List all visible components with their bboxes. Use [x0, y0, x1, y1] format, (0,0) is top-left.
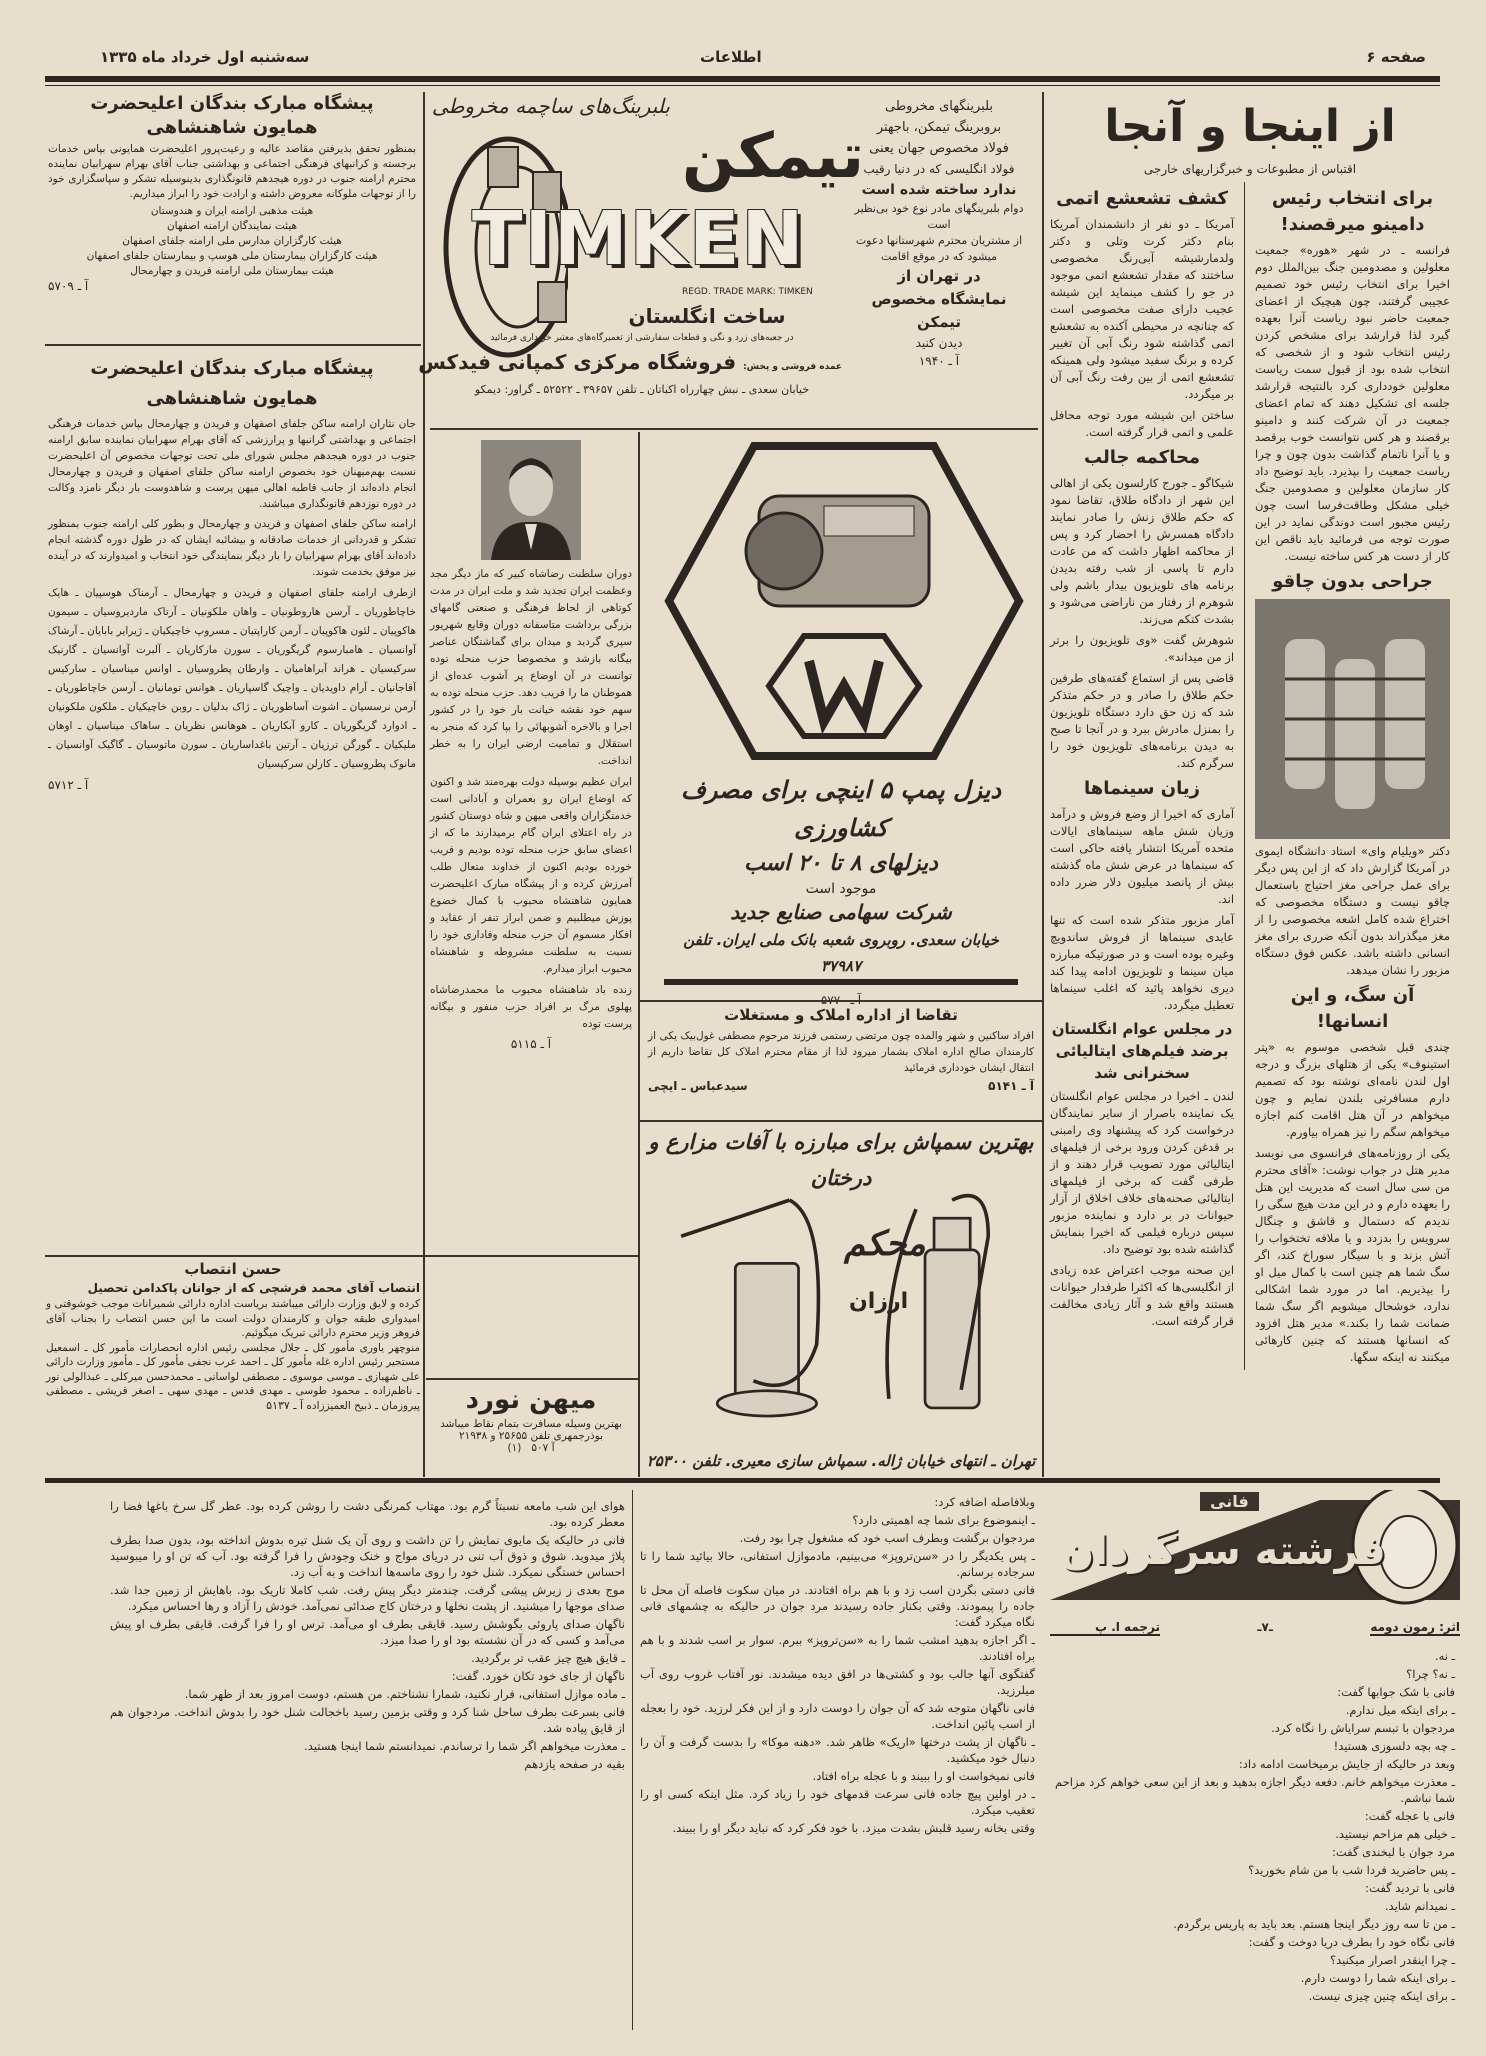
story-paragraph: مردجوان برگشت وبطرف اسب خود که مشغول چرا بود رفت.	[739, 1531, 1035, 1545]
news-title: از اینجا و آنجا	[1104, 101, 1396, 152]
ad-code: آ ـ ۵۷۱۲	[48, 778, 89, 792]
story-paragraph: ـ اگر اجازه بدهید امشب شما را به «سن‌تروپز» ببرم. سوار بر اسب شدند و با هم براه افتادند.	[640, 1633, 1035, 1663]
notice-subtitle: همایون شاهنشاهی	[146, 388, 318, 409]
timken-distributor: عمده فروشی و پخش: فروشگاه مرکزی کمپانی فیدکس	[418, 350, 842, 374]
article-body: یکی از روزنامه‌های فرانسوی می نویسد مدیر هتل در جواب نوشت: «آقای محترم من سی سال است که مدیریت این هتل را بعهده دارم و در این مدت هیچ سگی را ندیدم که دستمال و قاشق و چنگال سرویس را بدزدد و یا ملافه تختخواب را آتش بزند و با سیگار سوراخ کند، اگر سگ شما هم چنین است با کمال میل او را بپذیریم. اما در مورد شما اشکالی ندارد، خوشحال میشویم اگر سگ شما ضمانت شما را بکند.» مدیر هتل افزود که انسانها هستند که چنین کارهائی میکنند نه اینکه سگها.	[1255, 1146, 1450, 1364]
issue-date: سه‌شنبه اول خرداد ماه ۱۳۳۵	[100, 48, 310, 66]
ad-code: آ ـ ۵۱۴۱	[988, 1079, 1034, 1093]
article-body: فرانسه ـ در شهر «هوره» جمعیت معلولین و مصدومین جنگ بین‌الملل دوم اخیرا برای انتخاب رئیس خود تصمیم عجیبی گرفتند، چون هیچیک از اعضای جمعیت حاضر نبود ریاست آنرا بعهده گیرد لذا قرارشد برای مشخص کردن رئیس انتخاب شود و از شخصی که انتخاب شده بود از قبول سمت ریاست معلولین خودداری کرد بالنتیجه قرارشد جلسه ای تشکیل دهند که تمام اعضای جمعیت در آن شرکت کنند و دامینو برقصند و هر کس نتوانست خوب برقصد و یا آنرا ناتمام گذاشت بدون چون و چرا ریاست جمعیت را بپذیرد. باید توضیح داد کار سازمان معلولین و مصدومین جنگ خیلی مشکل وطاقت‌فرسا است چون رئیس مجبور است دوندگی نماید در این صورت توجه می فرمائید باید ناقص این کار از دست هر کس ساخته نیست.	[1255, 243, 1450, 563]
page-number: صفحه ۶	[1366, 48, 1426, 66]
story-paragraph: ـ ماده موازل استفانی، فرار نکنید، شمارا نشناختم. من هستم، دوست امروز بعد از ظهر شما.	[184, 1687, 625, 1701]
column-divider	[638, 432, 640, 1477]
story-paragraph: فانی نگاه خود را بطرف دریا دوخت و گفت:	[1248, 1935, 1455, 1949]
notice-title: پیشگاه مبارک بندگان اعلیحضرت	[90, 358, 374, 379]
paper-name: اطلاعات	[700, 48, 762, 66]
story-paragraph: فانی ناگهان متوجه شد که آن جوان را دوست دارد و از این فکر لرزید. خود را بعجله از اسب پائین انداخت.	[640, 1701, 1035, 1731]
news-column	[1050, 92, 1450, 1472]
story-paragraph: ـ برای اینکه چنین چیزی نیست.	[1308, 1989, 1455, 2003]
story-paragraph: ـ ناگهان از پشت درختها «اریک» ظاهر شد. «دهنه موکا» را بدست گرفت و آن را دنبال خود میکشید.	[640, 1735, 1035, 1765]
story-paragraph: فانی نمیخواست او را ببیند و با عجله براه افتاد.	[812, 1769, 1035, 1783]
ad-code: آ ـ ۵۱۳۷	[266, 1398, 304, 1412]
article-body: این صحنه موجب اعتراض عده زیادی از انگلیسی‌ها که اکثرا طرفدار حیوانات هستند واقع شد و آثار زیادی مخالفت قرار گرفته است.	[1050, 1263, 1235, 1328]
person-portrait-icon	[481, 440, 581, 560]
header-rule	[45, 76, 1440, 82]
column-divider	[423, 92, 425, 1477]
story-paragraph: فانی دستی بگردن اسب زد و با هم براه افتادند. در میان سکوت فاصله آن محل تا جاده را پیمودند. وقتی بکنار جاده رسیدند مرد جوان در حالیکه به چشمهای فانی نگاه میکرد گفت:	[640, 1583, 1035, 1629]
story-paragraph: بقیه در صفحه یازدهم	[524, 1757, 625, 1771]
story-paragraph: وبعد در حالیکه از جایش برمیخاست ادامه داد:	[1238, 1757, 1455, 1771]
story-paragraph: موج بعدی ز زیرش پیشی گرفت. چندمتر دیگر پیش رفت. شب کاملا تاریک بود. باهایش از زمین جدا شد. صدای موجها را میشنید. از پشت نخلها و درختان کاج صدائی نمی‌آمد. خودش را آزاد و رها احساس میکرد.	[110, 1583, 625, 1613]
article-body: ساختن این شیشه مورد توجه محافل علمی و اتمی قرار گرفته است.	[1050, 408, 1235, 439]
story-paragraph: ـ من تا سه روز دیگر اینجا هستم. بعد باید به پاریس برگردم.	[1173, 1917, 1455, 1931]
divider	[640, 1000, 1042, 1002]
article-body: لندن ـ اخیرا در مجلس عوام انگلستان یک نماینده باصرار از سایر نمایندگان درخواست کرد که پیشنهاد وی رامبنی بر قدغن کردن ورود برخی از فیلمهای ایتالیائی مورد تصویب قرار دهند و از طرفی گفت که برخی از فیلمهای ایتالیائی صحنه‌های خلاف اخلاق از آزار حیوانات در بر دارد و نماینده مزبور سپس درباره فیلمی که اخیرا بنمایش گذاشته شده بود توضیح داد.	[1050, 1089, 1235, 1256]
ad-code: آ ۵۰۷	[531, 1442, 555, 1454]
divider	[640, 1120, 1042, 1122]
story-paragraph: فانی در حالیکه یک مایوی نمایش را تن داشت و روی آن یک شنل تیره بدوش انداخته بود، بدون صدا بطرف پلاژ میدوید. شوق و ذوق آب تنی در دریای مواج و خنک وجودش را فرا گرفته بود. آب که تن او را میبوسید احساس خستگی نمیکرد. شنل خود را روی ماسه‌ها انداخت و به آب زد.	[110, 1533, 625, 1579]
article-body: چندی قبل شخصی موسوم به «پتر استینوف» یکی از هتلهای بزرگ و درجه اول لندن نامه‌ای نوشته بود که تصمیم دارم مسافرتی بلندن نمایم و چون میخواهم در آن هتل اقامت کنم اجازه میخواهم سگم را نیز همراه بیاورم.	[1255, 1040, 1450, 1139]
story-label: فانی	[1200, 1492, 1259, 1511]
photo-article: دوران سلطنت رضاشاه کبیر که ماز دیگر مجد وعظمت ایران تجدید شد و ملت ایران در مدت کوتاهی از لحاظ فرهنگی و صنعتی گامهای بزرگی برداشت متاسفانه دوران وقایع شهریور سپری گردید و میدان برای گماشتگان عناصر بیگانه بازشد و مخصوصا حزب منحله توده توانست در آن اوضاع پر آشوب عده‌ای از هموطنان ما را فریب دهد. حزب منحله توده به سهم خود نقشه خیانت بار خود را در کشور اجرا و بالاخره آشوبهائی را بپا کرد که منجر به استقلال و تمامیت ارضی ایران را به خطر انداخت. ایران عظیم بوسیله دولت بهره‌مند شد و اکنون که اوضاع ایران رو بعمران و آبادانی است خدمتگزاران واقعی میهن و شاه دوستان کشور در راه اعتلای ایران گام برمیدارند ما که از اعضای سابق حزب منحله توده بودیم و فریب خورده بودیم اکنون از خداوند متعال طلب آمرزش کرده و از پیشگاه مبارک اعلیحضرت همایون شاهنشاه محبوب با کمال خضوع پوزش میطلبیم و ضمن ابراز تنفر از عقاید و افکار مسموم آن حزب منحله وفاداری خود را نسبت به سلطنت مشروطه و شاهنشاه محبوب ابراز میدارم. زنده باد شاهنشاه محبوب ما محمدرضاشاه پهلوی مرگ بر افراد حزب منفور و بیگانه پرست توده آ ـ ۵۱۱۵	[430, 436, 632, 1051]
article-title: برای انتخاب رئیس دامینو میرقصند!	[1271, 188, 1434, 235]
sprayer-headline: بهترین سمپاش برای مبارزه با آفات مزارع و درختان	[648, 1130, 1034, 1190]
story-paragraph: ـ اینموضوع برای شما چه اهمیتی دارد؟	[852, 1513, 1035, 1527]
header-rule-thin	[45, 85, 1440, 86]
portrait-photo	[481, 440, 581, 560]
story-paragraph: ـ پس حاضرید فردا شب با من شام بخورید؟	[1248, 1863, 1455, 1877]
story-paragraph: فانی با تردید گفت:	[1365, 1881, 1455, 1895]
news-subcolumn-right	[1255, 182, 1450, 1370]
article-title: زیان سینماها	[1084, 778, 1200, 799]
mihan-nord-ad: میهن نورد بهترین وسیله مسافرت بتمام نقاط میباشد بوذرجمهری تلفن ۲۵۶۵۵ و ۲۱۹۳۸ آ ۵۰۷ (۱)	[440, 1385, 622, 1454]
story-paragraph: ـ معذرت میخواهم اگر شما را ترساندم. نمیدانستم شما اینجا هستید.	[304, 1739, 625, 1753]
story-paragraph: ناگهان از جای خود تکان خورد. گفت:	[451, 1669, 625, 1683]
story-paragraph: ـ در اولین پیچ جاده فانی سرعت قدمهای خود را زیاد کرد. مثل اینکه کسی او را تعقیب میکرد.	[640, 1787, 1035, 1817]
article-title: محاکمه جالب	[1083, 447, 1201, 468]
story-paragraph: ـ چه بچه دلسوزی هستید!	[1333, 1739, 1455, 1753]
sprayer-illustration-icon	[644, 1164, 1038, 1426]
article-body: آمریکا ـ دو نفر از دانشمندان آمریکا بنام دکتر کرت وتلی و دکتر ولدمارشیشه آبی‌رنگ مخصوصی ساختند که مقدار تشعشع اتمی موجود در جو را کشف مینماید این شیشه عجیب دارای صفت مخصوصی است که چنانچه در محیطی آکنده به تشعشع اتمی گذاشته شود رنگ آبی آن تغییر کرده و برنگ سفید میشود ولی همینکه تشعشع اتمی از بین رفت رنگ آبی آن بر میگردد.	[1050, 217, 1235, 401]
story-paragraph: ـ قایق هیچ چیز عقب تر برگردید.	[471, 1651, 625, 1665]
article-title: آن سگ، و این انسانها!	[1290, 985, 1415, 1032]
column-divider	[632, 1490, 633, 2030]
story-title: فرشته سرگردان	[1060, 1528, 1386, 1574]
story-paragraph: ـ چرا اینقدر اصرار میکنید؟	[1329, 1953, 1455, 1967]
divider	[45, 1255, 638, 1257]
device-illustration-icon	[1255, 599, 1450, 839]
story-paragraph: ناگهان صدای پاروئی بگوشش رسید. قایقی بطرف او می‌آمد. ترس او را فرا گرفت. قایقی بطرف او پیش می‌آمد و کسی که در آن نشسته بود او را صدا میزد.	[110, 1617, 625, 1647]
story-paragraph: ـ نه؟ چرا؟	[1406, 1667, 1455, 1681]
story-paragraph: ـ نه.	[1434, 1649, 1455, 1663]
diesel-pump-ad: دیزل پمپ ۵ اینچی برای مصرف کشاورزی دیزلهای ۸ تا ۲۰ اسب موجود است شرکت سهامی صنایع جدید خیابان سعدی. روبروی شعبه بانک ملی ایران. تلفن ۳۷۹۸۷	[644, 436, 1038, 996]
article-body: آماری که اخیرا از وضع فروش و درآمد وزیان شش ماهه سینماهای ایالات متحده آمریکا انتشار یافته حاکی است که سینماها در عرض شش ماه گذشته بیش از پانصد میلیون دلار ضرر داده اند.	[1050, 807, 1235, 906]
story-paragraph: ـ معذرت میخواهم خانم. دفعه دیگر اجازه بدهید و بعد از این سعی خواهم کرد مزاحم شما نباشم.	[1055, 1775, 1455, 1805]
ad-code: آ ـ ۵۱۱۵	[510, 1037, 552, 1051]
timken-logo: TIMKEN	[472, 196, 806, 282]
divider	[430, 428, 1038, 430]
story-column-right	[1055, 1648, 1455, 2006]
timken-tagline: بلبرینگ‌های ساچمه مخروطی	[431, 94, 670, 118]
notice-subtitle: همایون شاهنشاهی	[146, 117, 318, 138]
timken-brand-fa: تیمکن	[682, 119, 865, 192]
news-subtitle: اقتباس از مطبوعات و خبرگزاریهای خارجی	[1143, 162, 1357, 176]
story-paragraph: مردجوان با تبسم سرایاش را نگاه کرد.	[1271, 1721, 1455, 1735]
article-body: شیکاگو ـ جورج کارلسون یکی از اهالی این شهر از دادگاه طلاق، تقاضا نمود که حکم طلاق زنش را صادر نمایند دادگاه همسرش را احضار کرد و پس از محاکمه اظهار داشت که من عادت دارم تا پاسی از شب رفته بدیدن برنامه های تلویزیون بیدار باشم ولی شوهرم از رفتار من ناراضی می‌شود و بشدت کتکم می‌زند.	[1050, 476, 1235, 626]
divider	[426, 1378, 638, 1380]
divider	[45, 344, 421, 346]
timken-ad	[418, 92, 1036, 422]
story-paragraph: هوای این شب مامعه نسبتاً گرم بود. مهتاب کمرنگی دشت را روشن کرده بود. عطر گل سرخ باغها فضا را معطر کرده بود.	[110, 1499, 625, 1529]
article-title: کشف تشعشع اتمی	[1056, 188, 1228, 209]
sprayer-address: تهران ـ انتهای خیابان ژاله. سمپاش سازی معیری. تلفن ۲۵۳۰۰	[646, 1452, 1036, 1470]
timken-address: خیابان سعدی ـ نبش چهارراه اکباتان ـ تلفن ۳۹۶۵۷ ـ ۵۲۵۲۲ ـ گراور: دیمکو	[474, 383, 810, 396]
diesel-headline: دیزل پمپ ۵ اینچی برای مصرف کشاورزی	[680, 776, 1002, 842]
notice-body: بمنظور تحقق بذیرفتن مقاصد عالیه و رعیت‌پرور اعلیحضرت همایونی بپاس خدمات برجسته و کرانبهای فرهنگی اجتماعی و بهداشتی جناب آقای بهرام سهرابیان نماینده محترم ارامنه جنوب در دوره هیجدهم قانونگذاری بدینوسیله تشکر و سپاسگزاری خود را از توجهات ملوکانه معروض داشته و ارادت خود را ابراز میداریم.	[48, 143, 416, 200]
section-rule	[45, 1478, 1440, 1483]
notice-title: پیشگاه مبارک بندگان اعلیحضرت	[90, 93, 374, 114]
story-paragraph: ـ نمیدانم شاید.	[1384, 1899, 1455, 1913]
timken-side-text: بلبرینگهای مخروطی بروبرینگ تیمکن، باجهتر فولاد مخصوص جهان یعنی فولاد انگلیسی که در دنیا رقیب ندارد ساخته شده است دوام بلبرینگهای مادر نوع خود بی‌نظیر است از مشتریان محترم شهرستانها دعوت میشود که در موقع اقامت در تهران از نمایشگاه مخصوص تیمکن دیدن کنید آ ـ ۱۹۴۰	[848, 96, 1030, 370]
appointment-names-block: منوچهر یاوری مأمور کل ـ جلال مجلسی رئیس اداره انحصارات مأمور کل ـ اسمعیل مستجیر رئیس اداره غله مأمور کل ـ احمد عرب نجفی مأمور کل ـ مأمور وزارت دارائی علی شهبازی ـ موسی موسوی ـ مصطفی لواسانی ـ محمدحسن میرکلی ـ عبدالولی نور ـ ناظم‌زاده ـ محمود طوسی ـ مهدی قدس ـ مهدی سهی ـ اصغر قریشی ـ مصطفی پیروزمان ـ ذبیح العمیززاده آ ـ ۵۱۳۷	[46, 1341, 420, 1412]
story-paragraph: ـ پس یکدیگر را در «سن‌تروپز» می‌بینیم، مادموازل استفانی، حالا بیائید شما را تا سرجاده برسانم.	[640, 1549, 1035, 1579]
property-notice: تقاضا از اداره املاک و مستغلات افراد ساکنین و شهر والمده چون مرتضی رستمی فرزند مرحوم مصطفی غول‌بیک یکی از کارمندان صالح اداره املاک بشمار میرود لذا از مقام محترم املاک کل تقاضا داریم از انتقال ایشان خودداری فرمائید آ ـ ۵۱۴۱ سیدعباس ـ ایچی	[648, 1006, 1034, 1093]
article-body: قاضی پس از استماع گفته‌های طرفین حکم طلاق را صادر و در حکم متذکر شد که زن حق دارد دستگاه تلویزیون را بمنزل مادرش ببرد و در آنجا تا صبح به دیدن برنامه‌های تلویزیون خود را سرگرم کند.	[1050, 671, 1235, 770]
article-body: دکتر «ویلیام وای» استاد دانشگاه ایموی در آمریکا گزارش داد که از این پس دیگر برای عمل جراحی مغز احتیاج باستعمال چاقو نیست و دستگاه مخصوصی که اختراع شده کامل اشعه مخصوصی را از مغز میگذراند بدون آنکه ضرری برای مغز انسانی داشته باشد. عکس فوق دستگاه مزبور را نشان میدهد.	[1255, 844, 1450, 977]
article-title: جراحی بدون چاقو	[1272, 571, 1433, 592]
story-paragraph: مرد جوان با لبخندی گفت:	[1331, 1845, 1455, 1859]
story-column-middle	[640, 1494, 1035, 1838]
notice-1: پیشگاه مبارک بندگان اعلیحضرت همایون شاهنشاهی بمنظور تحقق بذیرفتن مقاصد عالیه و رعیت‌پرور اعلیحضرت همایونی بپاس خدمات برجسته و کرانبهای فرهنگی اجتماعی و بهداشتی جناب آقای بهرام سهرابیان نماینده محترم ارامنه جنوب در دوره هیجدهم قانونگذاری بدینوسیله تشکر و سپاسگزاری خود را از توجهات ملوکانه معروض داشته و ارادت خود را ابراز میداریم. هیئت مذهبی ارامنه ایران و هندوستان هیئت نمایندگان ارامنه اصفهان هیئت کارگزاران مدارس ملی ارامنه جلفای اصفهان هیئت کارگزاران بیمارستان ملی هوسپ و بیمارستان جلفای اصفهان هیئت بیمارستان ملی ارامنه فریدن و چهارمحال آ ـ ۵۷۰۹	[48, 93, 416, 293]
story-paragraph: فانی بسرعت بطرف ساحل شنا کرد و وقتی بزمین رسید باخجالت شنل خود را بدوش انداخت. مردجوان هم از قایق پیاده شد.	[110, 1705, 625, 1735]
story-paragraph: گفتگوی آنها جالب بود و کشتی‌ها در افق دیده میشدند. نور آفتاب غروب روی آب میلرزید.	[640, 1667, 1035, 1697]
news-subcolumn-left	[1050, 182, 1234, 1370]
timken-trademark: REGD. TRADE MARK: TIMKEN	[682, 287, 813, 297]
story-paragraph: فانی با عجله گفت:	[1364, 1809, 1455, 1823]
surgery-device-photo	[1255, 599, 1450, 839]
story-paragraph: وقتی بخانه رسید قلبش بشدت میزد. با خود فکر کرد که نباید دیگر او را ببیند.	[672, 1821, 1035, 1835]
sprayer-ad: بهترین سمپاش برای مبارزه با آفات مزارع و درختان محکم ارزان تهران ـ انتهای خیابان ژاله. سمپاش سازی معیری. تلفن ۲۵۳۰۰	[644, 1124, 1038, 1474]
story-banner	[1050, 1490, 1460, 1610]
story-paragraph: ـ برای اینکه میل ندارم.	[1345, 1703, 1455, 1717]
timken-note: در جعبه‌های زرد و نگی و قطعات سفارشی از تعمیرگاه‌های معتبر خریداری فرمائید	[490, 333, 794, 343]
notice-2: پیشگاه مبارک بندگان اعلیحضرت همایون شاهنشاهی جان نثاران ارامنه ساکن جلفای اصفهان و فریدن و چهارمحال بپاس خدمات فرهنگی اجتماعی و بهداشتی گرانبها و پرارزشی که آقای بهرام سهرابیان نماینده سابق ارامنه جنوب در دوره هیجدهم مجلس شورای ملی تحت توجهات مخصوص آن اعلیحضرت نسبت بهم‌میهنان خود بخصوص ارامنه ساکن جلفای اصفهان و فریدن و چهارمحال انجام داده‌اند از جانب قاطبه اهالی میهن پرست و شاهدوست بار دیگر نامزد وکالت در دوره نوزدهم قانونگذاری میباشند. ارامنه ساکن جلفای اصفهان و فریدن و چهارمحال و بطور کلی ارامنه جنوب بمنظور تشکر و قدردانی از خدمات صادقانه و بیشائبه ایشان که در طول دوره گذشته انجام داده‌اند آقای بهرام سهرابیان را بار دیگر بنمایندگی خود انتخاب و امیدوارند که در آینده نیز موفق بخدمت شوند. ازطرف ارامنه جلفای اصفهان و فریدن و چهارمحال ـ آرمناک هوسپیان ـ هایک خاچاطوریان ـ آرسن هاروطونیان ـ واهان ملکونیان ـ آرتاک ماردیروسیان ـ سیمون هاکوپیان ـ لئون هاکوپیان ـ آرمن کاراپتیان ـ مسروپ خاچیکیان ـ ژیرایر بابایان ـ آرشاک آوانسیان ـ هامبارسوم گریگوریان ـ سورن مارکاریان ـ آلبرت آوانسیان ـ گارنیک سرکیسیان ـ هراند آبراهامیان ـ وارطان پطروسیان ـ اوانس میناسیان ـ سارکیس آقاجانیان ـ آرام داویدیان ـ واچیک گاسپاریان ـ هوانس تومانیان ـ آرسن خاچاطوریان ـ آرمن نرسسیان ـ اشوت آساطوریان ـ ژاک بدلیان ـ روبن خاچیکیان ـ ملکون ملکونیان ـ ادوارد گریگوریان ـ کارو آبکاریان ـ هوهانس نظریان ـ ساهاک میناسیان ـ اوهان ملیکیان ـ گورگن ترزیان ـ آرتین باغداساریان ـ سورن ماتوسیان ـ گاگیک آوانسیان ـ مانوک پطروسیان ـ کارلن سرکیسیان آ ـ ۵۷۱۲	[48, 358, 416, 792]
story-paragraph: وبلافاصله اضافه کرد:	[934, 1495, 1035, 1509]
story-paragraph: ـ خیلی هم مزاحم نیستید.	[1335, 1827, 1455, 1841]
article-body: آمار مزبور متذکر شده است که تنها عایدی سینماها از فروش ساندویچ وغیره بوده است و در صورتیکه مبارزه میان سینما و تلویزیون ادامه پیدا کند دیری نخواهد پائید که اغلب سینماها تعطیل میگردد.	[1050, 913, 1235, 1012]
story-paragraph: فانی با شک جوابها گفت:	[1337, 1685, 1455, 1699]
column-divider	[1042, 92, 1044, 1477]
story-column-left	[110, 1498, 625, 1774]
story-paragraph: ـ برای اینکه شما را دوست دارم.	[1300, 1971, 1455, 1985]
article-body: شوهرش گفت «وی تلویزیون را برتر از من میداند».	[1050, 633, 1235, 664]
ad-code: آ ـ ۵۷۰۹	[48, 279, 89, 293]
signers-list: ازطرف ارامنه جلفای اصفهان و فریدن و چهارمحال ـ آرمناک هوسپیان ـ هایک خاچاطوریان ـ آرسن هاروطونیان ـ واهان ملکونیان ـ آرتاک ماردیروسیان ـ سیمون هاکوپیان ـ لئون هاکوپیان ـ آرمن کاراپتیان ـ مسروپ خاچیکیان ـ ژیرایر بابایان ـ آرشاک آوانسیان ـ هامبارسوم گریگوریان ـ سورن مارکاریان ـ آلبرت آوانسیان ـ گارنیک سرکیسیان ـ هراند آبراهامیان ـ وارطان پطروسیان ـ اوانس میناسیان ـ سارکیس آقاجانیان ـ آرام داویدیان ـ واچیک گاسپاریان ـ هوانس تومانیان ـ آرسن خاچاطوریان ـ آرمن نرسسیان ـ اشوت آساطوریان ـ ژاک بدلیان ـ روبن خاچیکیان ـ ملکون ملکونیان ـ ادوارد گریگوریان ـ کارو آبکاریان ـ هوهانس نظریان ـ ساهاک میناسیان ـ اوهان ملیکیان ـ گورگن ترزیان ـ آرتین باغداساریان ـ سورن ماتوسیان ـ گاگیک آوانسیان ـ مانوک پطروسیان ـ کارلن سرکیسیان	[48, 587, 416, 770]
appointment-notice: حسن انتصاب انتصاب آقای محمد فرشچی که از جوانان پاکدامن تحصیل کرده و لایق وزارت دارائی میباشند بریاست اداره دارائی شمیرانات موجب خوشوقتی و امیدواری طبقه جوان و کارمندان دولت است ما این حسن انتصاب را بجناب آقای فروهر وزیر محترم دارائی تبریک میگوئیم. منوچهر یاوری مأمور کل ـ جلال مجلسی رئیس اداره انحصارات مأمور کل ـ اسمعیل مستجیر رئیس اداره غله مأمور کل ـ احمد عرب نجفی مأمور کل ـ مأمور وزارت دارائی علی شهبازی ـ موسی موسوی ـ مصطفی لواسانی ـ محمدحسن میرکلی ـ عبدالولی نور ـ ناظم‌زاده ـ محمود طوسی ـ مهدی قدس ـ مهدی سهی ـ اصغر قریشی ـ مصطفی پیروزمان ـ ذبیح العمیززاده آ ـ ۵۱۳۷	[46, 1260, 420, 1412]
story-byline: اثر: رمون دومه ـ۷ـ ترجمه ا. پ	[1050, 1620, 1460, 1636]
diesel-engine-illustration-icon	[664, 436, 1024, 766]
timken-origin: ساخت انگلستان	[628, 304, 786, 328]
article-title: در مجلس عوام انگلستان برضد فیلم‌های ایتالیائی سخنرانی شد	[1051, 1020, 1233, 1082]
ad-code: آ ـ ۱۹۴۰	[918, 354, 960, 368]
